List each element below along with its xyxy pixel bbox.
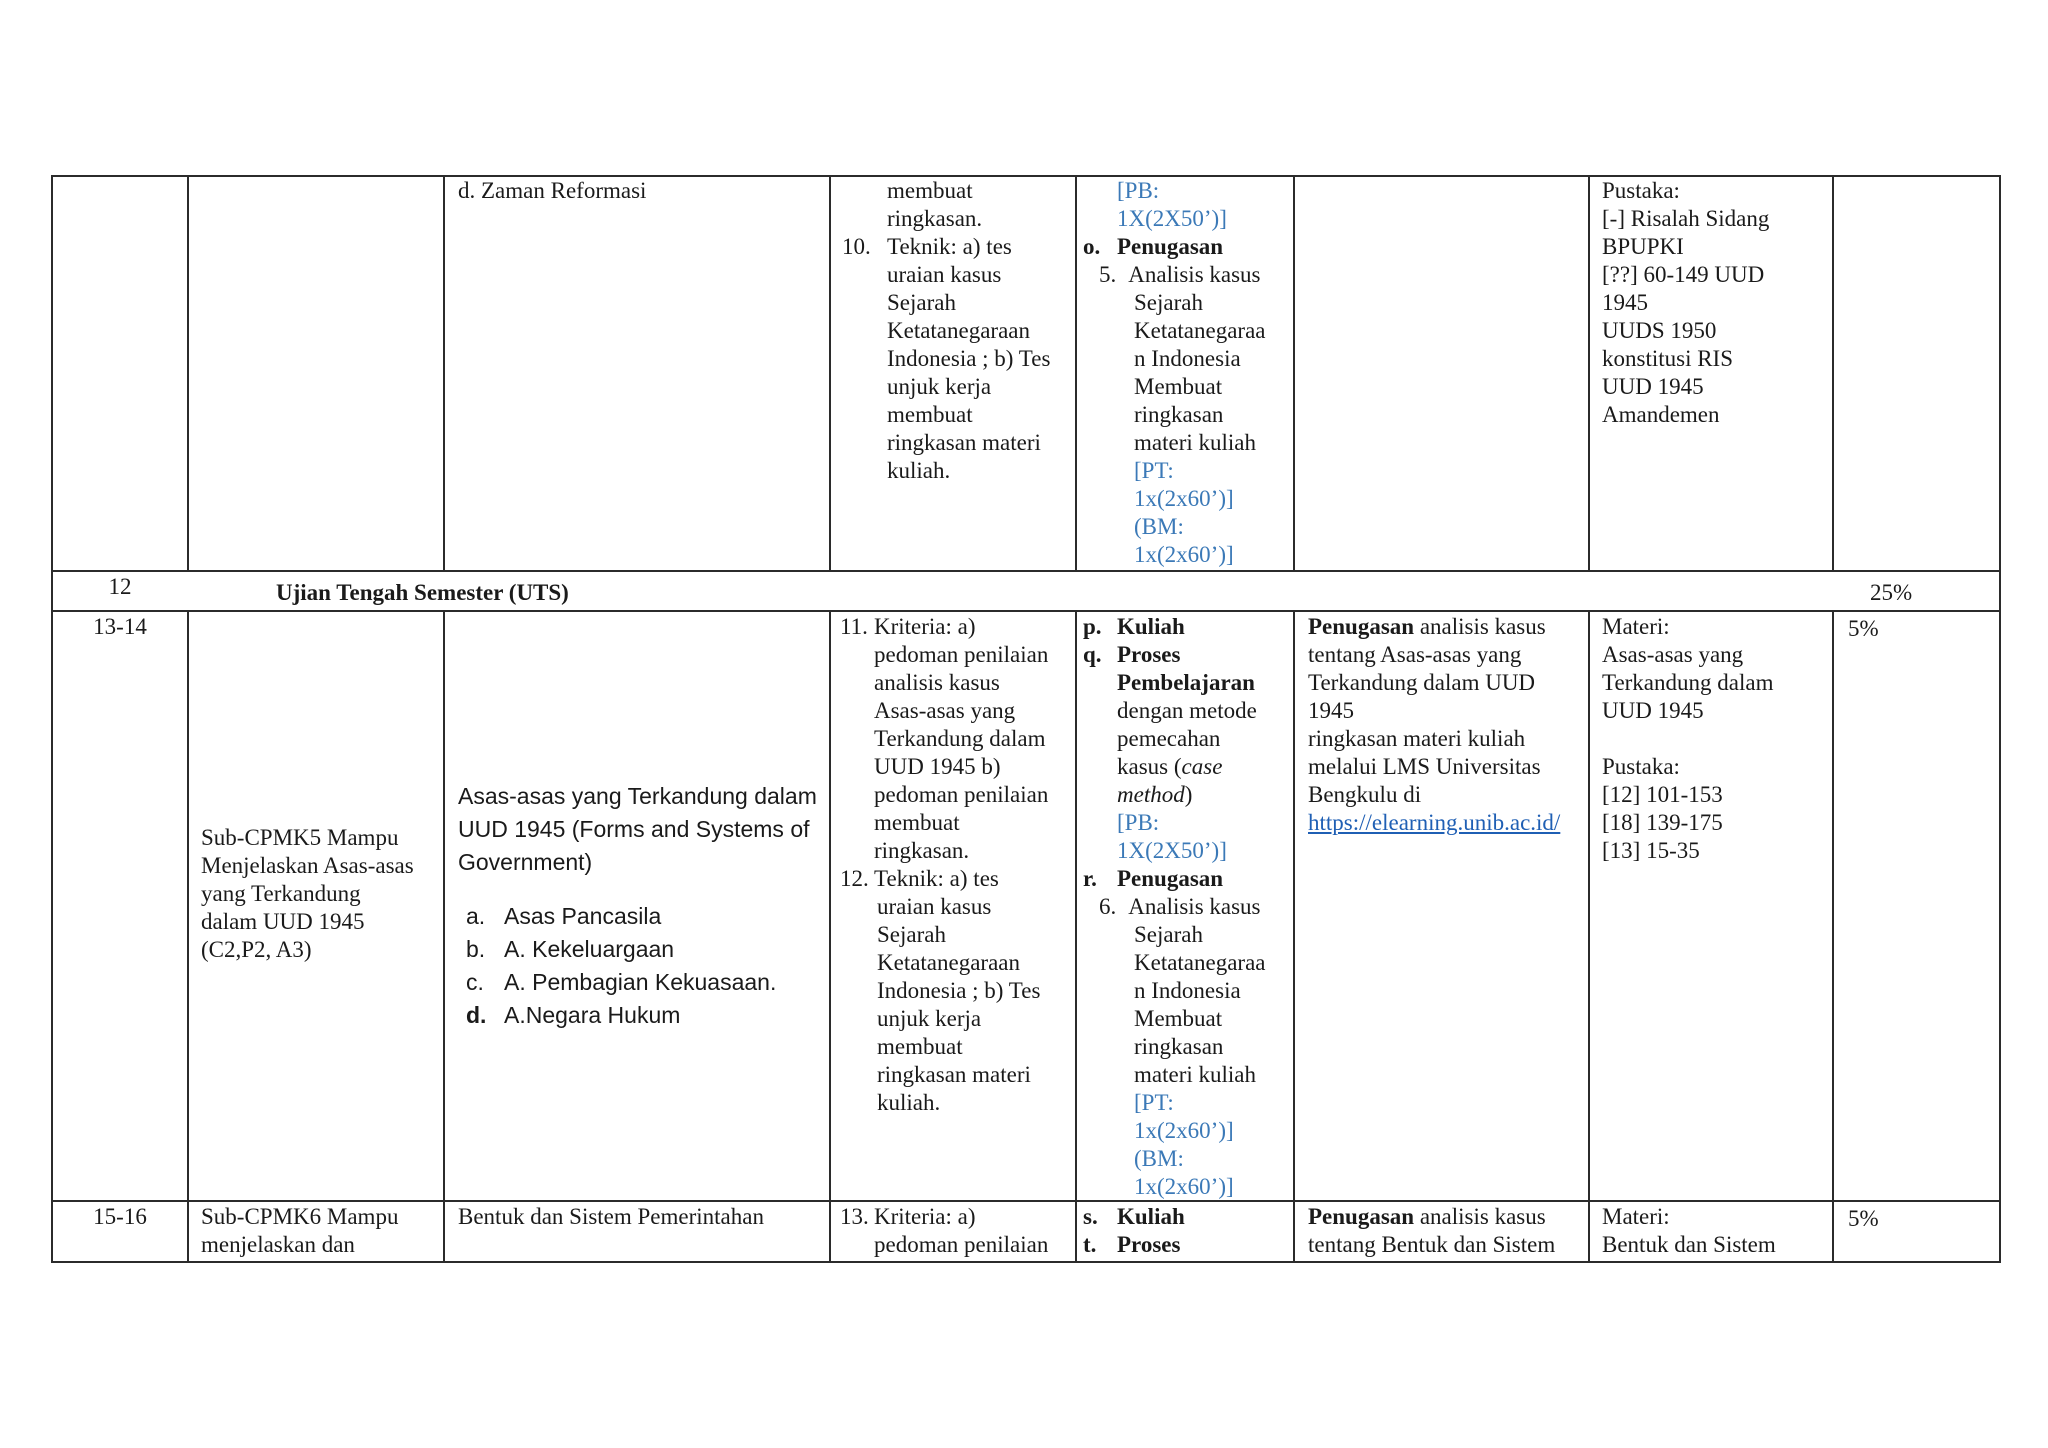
col-divider: [1075, 175, 1077, 570]
assignment-line: melalui LMS Universitas: [1308, 754, 1541, 779]
item-text: A. Pembagian Kekuasaan.: [504, 969, 777, 995]
reference-line: UUDS 1950: [1602, 318, 1717, 343]
col-divider: [187, 175, 189, 570]
col-divider: [443, 175, 445, 570]
col-divider: [1075, 610, 1077, 1263]
item-number: 10.: [842, 234, 871, 259]
cell-material: [458, 177, 646, 205]
learning-line: Membuat: [1134, 1006, 1223, 1031]
weight-value: 5%: [1848, 616, 1879, 641]
learning-line: 1x(2x60’)]: [1134, 486, 1234, 511]
col-divider: [1293, 610, 1295, 1263]
learning-line: 1x(2x60’)]: [1134, 1174, 1234, 1199]
reference-line: Bentuk dan Sistem: [1602, 1232, 1776, 1257]
learning-line: Ketatanegaraa: [1134, 318, 1266, 343]
assignment-text: analisis kasus: [1414, 614, 1546, 639]
material-line: UUD 1945 (Forms and Systems of: [458, 816, 810, 842]
assignment-heading: Penugasan: [1308, 1204, 1415, 1229]
col-divider: [829, 175, 831, 570]
col-divider: [1832, 610, 1834, 1263]
weight-value: 5%: [1848, 1206, 1879, 1231]
learning-text: kasus (: [1117, 754, 1182, 779]
learning-line: ringkasan: [1134, 402, 1224, 427]
reference-line: BPUPKI: [1602, 234, 1684, 259]
item-text: A. Kekeluargaan: [504, 936, 675, 962]
indicator-line: Indonesia ; b) Tes: [877, 978, 1041, 1003]
learning-heading: Proses: [1117, 1232, 1181, 1257]
learning-text-italic: method: [1117, 782, 1185, 807]
indicator-line: UUD 1945 b): [874, 754, 1001, 779]
item-letter: a.: [466, 903, 486, 929]
learning-text-italic: case: [1181, 754, 1223, 779]
reference-line: UUD 1945: [1602, 698, 1704, 723]
row-divider: [51, 570, 2001, 572]
item-letter: b.: [466, 936, 486, 962]
assignment-line: 1945: [1308, 698, 1354, 723]
reference-line: [12] 101-153: [1602, 782, 1723, 807]
item-letter: r.: [1083, 866, 1097, 891]
learning-line: materi kuliah: [1134, 430, 1256, 455]
reference-line: Pustaka:: [1602, 178, 1680, 203]
assignment-heading: Penugasan: [1308, 614, 1415, 639]
learning-text: ): [1184, 782, 1193, 807]
reference-line: Terkandung dalam: [1602, 670, 1774, 695]
indicator-item-13: [840, 1203, 1048, 1231]
week-number: 15-16: [93, 1204, 147, 1229]
reference-line: Asas-asas yang: [1602, 642, 1744, 667]
learning-line: 1x(2x60’)]: [1134, 542, 1234, 567]
indicator-line: membuat: [887, 402, 973, 427]
learning-line: (BM:: [1134, 514, 1184, 539]
learning-item-o: [1083, 233, 1266, 261]
cell-assignment: [1308, 1203, 1555, 1259]
learning-heading: Pembelajaran: [1117, 670, 1255, 695]
item-letter: d.: [466, 1002, 487, 1028]
cell-references: [1602, 613, 1773, 865]
learning-line: n Indonesia: [1134, 346, 1241, 371]
indicator-line: membuat: [874, 810, 960, 835]
indicator-line: Ketatanegaraan: [877, 950, 1021, 975]
indicator-line: Ketatanegaraan: [887, 318, 1031, 343]
col-divider: [187, 610, 189, 1263]
learning-line: ringkasan: [1134, 1034, 1224, 1059]
assignment-line: [1308, 613, 1560, 641]
indicator-line: Sejarah: [877, 922, 946, 947]
learning-item-6: [1083, 893, 1266, 921]
learning-line: (BM:: [1134, 1146, 1184, 1171]
cell-sub-cpmk: [201, 824, 414, 964]
learning-line: 1x(2x60’)]: [1134, 1118, 1234, 1143]
assignment-line: ringkasan materi kuliah: [1308, 726, 1526, 751]
indicator-line: Kriteria: a): [874, 1204, 976, 1229]
cell-indicator: [842, 177, 1050, 485]
indicator-line: unjuk kerja: [877, 1006, 982, 1031]
indicator-line: pedoman penilaian: [874, 782, 1049, 807]
assignment-line: tentang Asas-asas yang: [1308, 642, 1522, 667]
item-number: 5.: [1099, 262, 1117, 287]
item-letter: q.: [1083, 642, 1102, 667]
cell-learning-form: [1083, 613, 1266, 1201]
sub-cpmk-line: Sub-CPMK5 Mampu: [201, 825, 399, 850]
indicator-line: Teknik: a) tes: [887, 234, 1012, 259]
reference-line: [13] 15-35: [1602, 838, 1700, 863]
reference-line: [??] 60-149 UUD: [1602, 262, 1765, 287]
indicator-item-11: [840, 613, 1048, 641]
indicator-line: Teknik: a) tes: [874, 866, 999, 891]
item-text: A.Negara Hukum: [504, 1002, 681, 1028]
row-divider: [51, 1200, 2001, 1202]
indicator-line: analisis kasus: [874, 670, 1000, 695]
learning-line: n Indonesia: [1134, 978, 1241, 1003]
reference-line: konstitusi RIS: [1602, 346, 1734, 371]
col-divider: [1588, 175, 1590, 570]
learning-item-s: [1083, 1203, 1185, 1231]
row-divider: [51, 610, 2001, 612]
sub-cpmk-line: Menjelaskan Asas-asas: [201, 853, 414, 878]
indicator-line: Terkandung dalam: [874, 726, 1046, 751]
indicator-line: ringkasan materi: [887, 430, 1041, 455]
reference-line: 1945: [1602, 290, 1648, 315]
learning-line: dengan metode: [1117, 698, 1257, 723]
item-number: 12.: [840, 866, 869, 891]
indicator-item-10: [842, 233, 1050, 261]
table-border-right: [1999, 175, 2001, 1263]
exam-weight: 25%: [1870, 580, 1913, 605]
material-list: [466, 900, 776, 1032]
learning-line: Membuat: [1134, 374, 1223, 399]
reference-line: [-] Risalah Sidang: [1602, 206, 1770, 231]
cell-references: [1602, 1203, 1776, 1259]
learning-line: 1X(2X50’)]: [1117, 206, 1227, 231]
col-divider: [443, 610, 445, 1263]
indicator-line: membuat: [887, 178, 973, 203]
learning-heading: Kuliah: [1117, 1204, 1185, 1229]
learning-line: [PB:: [1117, 178, 1160, 203]
indicator-line: ringkasan.: [887, 206, 983, 231]
assignment-line: tentang Bentuk dan Sistem: [1308, 1232, 1556, 1257]
learning-line: Sejarah: [1134, 922, 1203, 947]
indicator-line: Sejarah: [887, 290, 956, 315]
learning-item-p: [1083, 613, 1266, 641]
table-border-bottom: [51, 1261, 2001, 1263]
indicator-line: Kriteria: a): [874, 614, 976, 639]
item-number: 11.: [840, 614, 868, 639]
assignment-line: [1308, 1203, 1555, 1231]
assignment-line: Bengkulu di: [1308, 782, 1422, 807]
cell-material: [458, 1203, 764, 1231]
cell-indicator: [840, 613, 1048, 1117]
cell-indicator: [840, 1203, 1048, 1259]
indicator-line: Indonesia ; b) Tes: [887, 346, 1051, 371]
item-letter: c.: [466, 969, 484, 995]
indicator-line: Asas-asas yang: [874, 698, 1016, 723]
indicator-line: ringkasan.: [874, 838, 970, 863]
item-letter: s.: [1083, 1204, 1098, 1229]
learning-line: Analisis kasus: [1128, 894, 1261, 919]
material-text: d. Zaman Reformasi: [458, 178, 647, 203]
cell-learning-form: [1083, 1203, 1185, 1259]
learning-line: [1083, 753, 1266, 781]
week-number: 13-14: [93, 614, 147, 639]
item-number: 6.: [1099, 894, 1117, 919]
col-divider: [1588, 610, 1590, 1263]
list-item: [466, 966, 776, 999]
material-line: Government): [458, 849, 593, 875]
reference-line: Amandemen: [1602, 402, 1720, 427]
indicator-item-12: [840, 865, 1048, 893]
item-letter: o.: [1083, 234, 1101, 259]
indicator-line: uraian kasus: [887, 262, 1002, 287]
learning-item-5: [1083, 261, 1266, 289]
learning-line: [1083, 781, 1266, 809]
learning-line: pemecahan: [1117, 726, 1221, 751]
reference-line: Pustaka:: [1602, 754, 1680, 779]
reference-line: Materi:: [1602, 1204, 1670, 1229]
reference-line: UUD 1945: [1602, 374, 1704, 399]
item-letter: p.: [1083, 614, 1102, 639]
cell-references: [1602, 177, 1769, 429]
learning-heading: Penugasan: [1117, 866, 1224, 891]
material-line: Asas-asas yang Terkandung dalam: [458, 783, 817, 809]
table-border-left: [51, 175, 53, 1263]
indicator-line: kuliah.: [877, 1090, 941, 1115]
cell-material: [458, 780, 817, 879]
reference-line: Materi:: [1602, 614, 1670, 639]
learning-line: [PT:: [1134, 1090, 1174, 1115]
cell-sub-cpmk: [201, 1203, 398, 1259]
learning-line: [PB:: [1117, 810, 1160, 835]
indicator-line: pedoman penilaian: [874, 642, 1049, 667]
learning-line: Analisis kasus: [1128, 262, 1261, 287]
list-item: [466, 900, 776, 933]
item-text: Asas Pancasila: [504, 903, 662, 929]
item-number: 13.: [840, 1204, 869, 1229]
col-divider: [1293, 175, 1295, 570]
col-divider: [1832, 175, 1834, 570]
sub-cpmk-line: Sub-CPMK6 Mampu: [201, 1204, 399, 1229]
reference-line: [18] 139-175: [1602, 810, 1723, 835]
week-number: 12: [108, 574, 132, 599]
learning-line: Sejarah: [1134, 290, 1203, 315]
sub-cpmk-line: (C2,P2, A3): [201, 937, 312, 962]
sub-cpmk-line: menjelaskan dan: [201, 1232, 355, 1257]
list-item: [466, 933, 776, 966]
learning-line: materi kuliah: [1134, 1062, 1256, 1087]
cell-assignment: [1308, 613, 1560, 837]
indicator-line: uraian kasus: [877, 894, 992, 919]
sub-cpmk-line: dalam UUD 1945: [201, 909, 365, 934]
learning-item-q: [1083, 641, 1266, 669]
learning-item-r: [1083, 865, 1266, 893]
exam-title: [276, 579, 569, 607]
indicator-line: unjuk kerja: [887, 374, 992, 399]
learning-heading: Kuliah: [1117, 614, 1185, 639]
indicator-line: ringkasan materi: [877, 1062, 1031, 1087]
exam-title-text: Ujian Tengah Semester (UTS): [276, 580, 569, 605]
assignment-text: analisis kasus: [1414, 1204, 1546, 1229]
material-line: Bentuk dan Sistem Pemerintahan: [458, 1204, 764, 1229]
list-item: [466, 999, 776, 1032]
col-divider: [829, 610, 831, 1263]
learning-item-t: [1083, 1231, 1185, 1259]
elearning-link[interactable]: https://elearning.unib.ac.id/: [1308, 810, 1561, 835]
learning-line: 1X(2X50’)]: [1117, 838, 1227, 863]
learning-heading: Penugasan: [1117, 234, 1224, 259]
learning-line: [PT:: [1134, 458, 1174, 483]
indicator-line: pedoman penilaian: [874, 1232, 1049, 1257]
learning-line: Ketatanegaraa: [1134, 950, 1266, 975]
indicator-line: kuliah.: [887, 458, 951, 483]
sub-cpmk-line: yang Terkandung: [201, 881, 361, 906]
assignment-line: Terkandung dalam UUD: [1308, 670, 1536, 695]
item-letter: t.: [1083, 1232, 1097, 1257]
indicator-line: membuat: [877, 1034, 963, 1059]
cell-learning-form: [1083, 177, 1266, 569]
learning-heading: Proses: [1117, 642, 1181, 667]
